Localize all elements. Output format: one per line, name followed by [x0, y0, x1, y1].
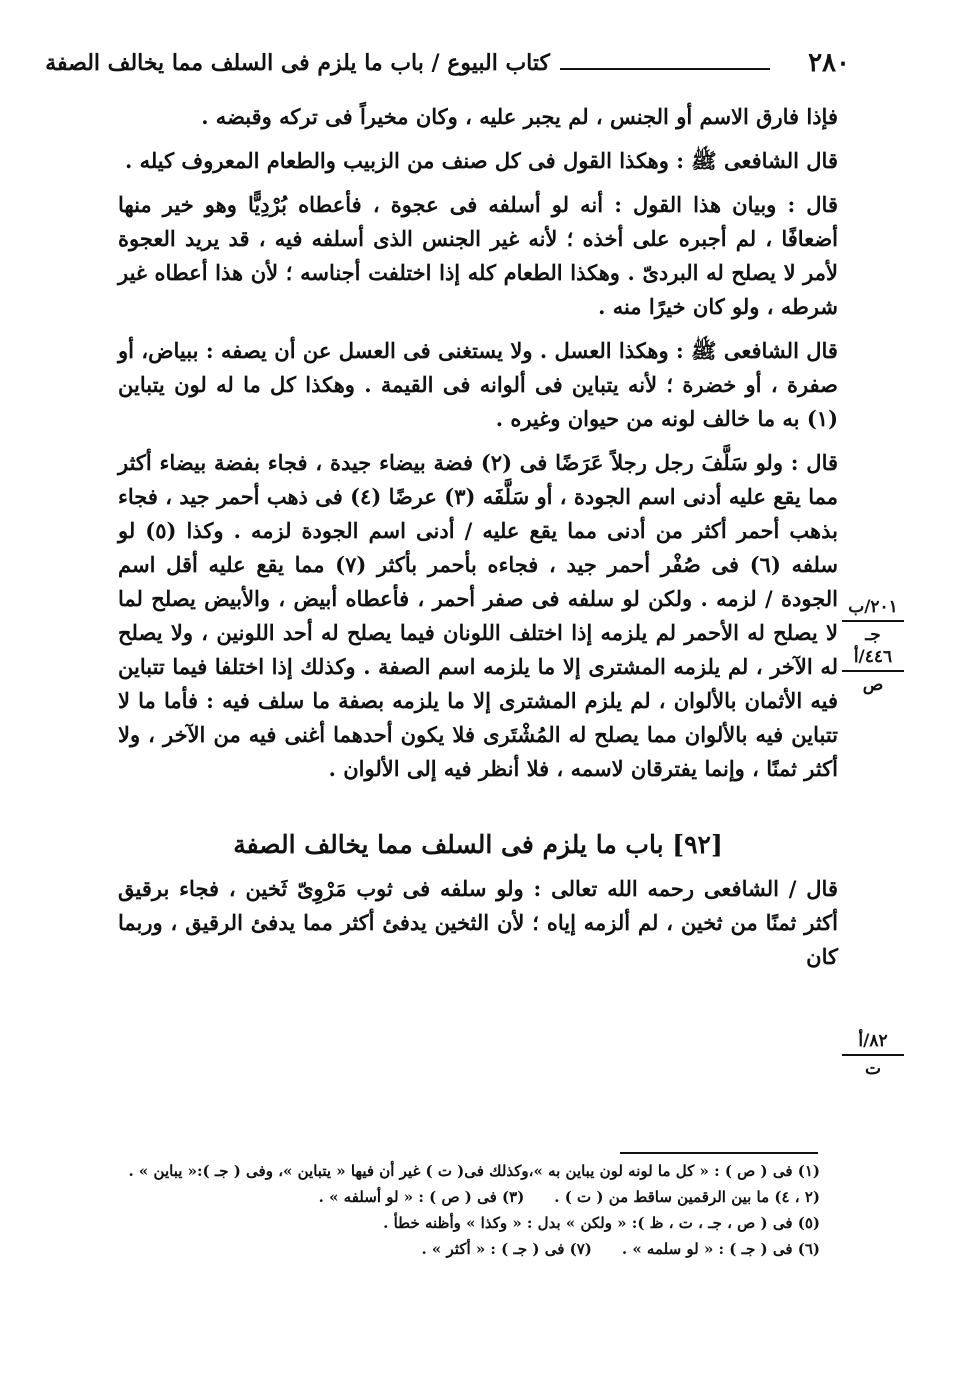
- margin-note-1-sub: ص: [862, 675, 884, 695]
- main-text: [118, 100, 838, 984]
- paragraph-text: وهكذا العسل . ولا يستغنى فى العسل عن أن يصفه : ببياض، أو صفرة ، أو خضرة ؛ لأنه يتباين فى ألوانه فى القيمة . وهكذا كل ما له لون يتباين (١) به ما خالف لونه من حيوان وغيره .: [118, 338, 838, 431]
- footnote-6: (٦) فى ( جـ ) : « لو سلمه » .: [621, 1240, 820, 1258]
- paragraph-3: [118, 188, 838, 324]
- section-paragraph: [118, 872, 838, 974]
- margin-note-rule: [842, 1054, 904, 1056]
- paragraph-1: [118, 100, 838, 134]
- footnote-row: [90, 1158, 820, 1184]
- margin-note-rule: [842, 620, 904, 622]
- page-number: ٢٨٠: [808, 48, 850, 78]
- paragraph-2: [118, 144, 838, 178]
- section-text: رحمه الله تعالى : ولو سلفه فى ثوب مَرْوِىّ ثَخين ، فجاء برقيق أكثر ثمنًا من ثخين ، لم ألزمه إياه ؛ لأن الثخين يدفئ أكثر مما يدفئ الرقيق ، وربما كان: [118, 876, 838, 969]
- margin-note-2-top: ٨٢/أ: [858, 1031, 888, 1051]
- paragraph-lead: قال :: [790, 450, 839, 475]
- margin-note-rule: [842, 670, 904, 672]
- paragraph-5: [118, 446, 838, 786]
- margin-note-2-sub: ت: [864, 1059, 881, 1079]
- paragraph-lead: قال :: [787, 192, 838, 217]
- footnote-row: [90, 1210, 820, 1236]
- margin-note-1-bottom: ٤٤٦/أ: [853, 647, 893, 667]
- margin-note-1-top: ٢٠١/ب: [848, 597, 898, 617]
- footnote-rule: [620, 1152, 818, 1154]
- footnote-row: [90, 1184, 820, 1210]
- paragraph-text: وهكذا القول فى كل صنف من الزبيب والطعام المعروف كيله .: [124, 148, 677, 173]
- margin-note-2: [842, 1030, 904, 1080]
- section-lead: قال / الشافعى: [703, 876, 838, 901]
- paragraph-4: [118, 334, 838, 436]
- footnote-2: (٢ ، ٤) ما بين الرقمين ساقط من ( ت ) .: [554, 1188, 820, 1206]
- margin-note-1: [842, 596, 904, 696]
- paragraph-lead: قال الشافعى ﷺ :: [676, 148, 838, 173]
- margin-note-1-mid: جـ: [865, 625, 881, 645]
- footnote-5: (٥) فى ( ص ، جـ ، ت ، ظ ): « ولكن » بدل : « وكذا » وأظنه خطأ .: [383, 1214, 820, 1232]
- paragraph-text: فإذا فارق الاسم أو الجنس ، لم يجبر عليه ، وكان مخيراً فى تركه وقبضه .: [201, 104, 838, 129]
- footnote-row: [90, 1236, 820, 1262]
- paragraph-text: وبيان هذا القول : أنه لو أسلفه فى عجوة ، فأعطاه بُرْدِيًّا وهو خير منها أضعافًا ، لم أجبره على أخذه ؛ لأنه غير الجنس الذى أسلفه فيه ، قد يريد العجوة لأمر لا يصلح له البردىّ . وهكذا الطعام كله إذا اختلفت أجناسه ؛ لأن هذا أعطاه غير شرطه ، ولو كان خيرًا منه .: [118, 192, 838, 319]
- footnote-1: (١) فى ( ص ) : « كل ما لونه لون يباين به »،وكذلك فى( ت ) غير أن فيها « يتباين »، وفى ( جـ ):« يباين » .: [128, 1162, 820, 1180]
- footnotes: [90, 1158, 820, 1262]
- header-rule: [560, 68, 770, 70]
- paragraph-lead: قال الشافعى ﷺ :: [675, 338, 838, 363]
- footnote-3: (٣) فى ( ص ) : « لو أسلفه » .: [318, 1188, 525, 1206]
- paragraph-text: ولو سَلَّفَ رجل رجلاً عَرَضًا فى (٢) فضة بيضاء جيدة ، فجاء بفضة بيضاء أكثر مما يقع عليه أدنى اسم الجودة ، أو سَلَّفَه (٣) عرضًا (٤) فى ذهب أحمر جيد ، فجاء بذهب أحمر أكثر من أدنى مما يقع عليه / أدنى اسم الجودة لزمه . وكذا (٥) لو سلفه (٦) فى صُفْر أحمر جيد ، فجاءه بأحمر بأكثر (٧) مما يقع عليه أقل اسم الجودة / لزمه . ولكن لو سلفه فى صفر أحمر ، فأعطاه أبيض ، والأبيض يصلح لما لا يصلح له الأحمر لم يلزمه إذا اختلف اللونان فيما يصلح له أحد اللونين ، ولا يصلح له الآخر ، لم يلزمه المشترى إلا ما يلزمه اسم الصفة . وكذلك إذا اختلفا فيما تتباين فيه الأثمان بالألوان ، لم يلزم المشترى إلا ما يلزمه بصفة ما سلف فيه : فأما ما لا تتباين فيه بالألوان مما يصلح له المُشْتَرى فلا يكون أحدهما أغنى فيه من الآخر ، ولا أكثر ثمنًا ، وإنما يفترقان لاسمه ، فلا أنظر فيه إلى الألوان .: [118, 450, 839, 781]
- footnote-7: (٧) فى ( جـ ) : « أكثر » .: [421, 1240, 592, 1258]
- header-title: كتاب البيوع / باب ما يلزم فى السلف مما يخالف الصفة: [45, 50, 550, 76]
- section-title: [٩٢] باب ما يلزم فى السلف مما يخالف الصفة: [233, 830, 723, 859]
- running-header: [45, 48, 850, 88]
